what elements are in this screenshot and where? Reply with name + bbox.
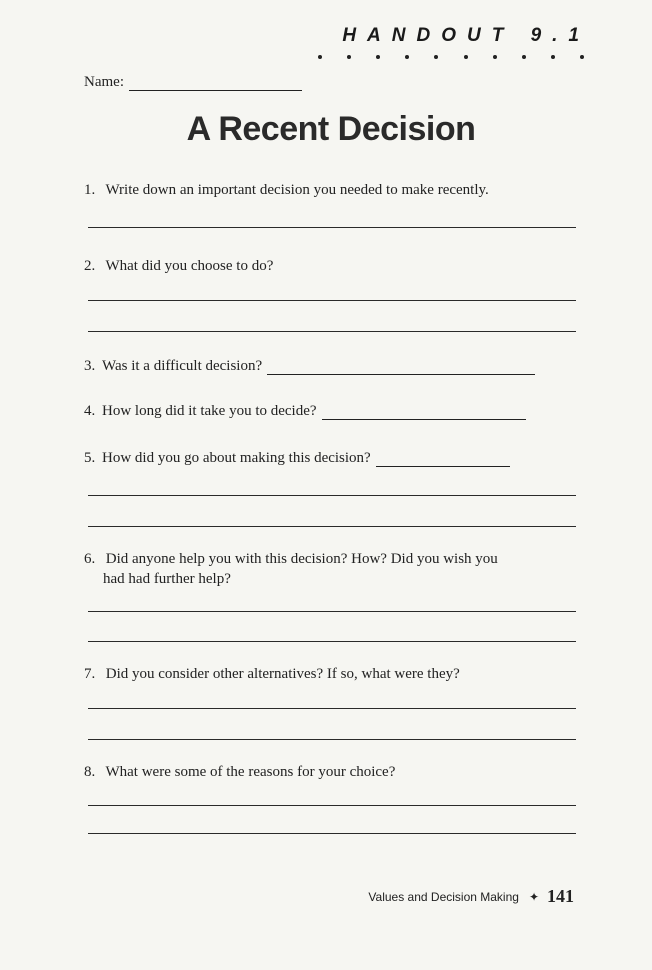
- answer-line[interactable]: [88, 833, 576, 834]
- question-text: Did anyone help you with this decision? How? Did you wish you: [105, 551, 498, 567]
- question-8: [84, 762, 395, 782]
- footer-label: Values and Decision Making: [368, 889, 519, 904]
- question-7: [84, 664, 460, 684]
- answer-line[interactable]: [322, 407, 526, 420]
- question-3: [84, 358, 535, 375]
- question-1: [84, 180, 489, 200]
- handout-label: HANDOUT 9.1: [342, 25, 590, 46]
- answer-line[interactable]: [88, 331, 576, 332]
- answer-line[interactable]: [88, 611, 576, 612]
- name-label: Name:: [84, 74, 124, 90]
- question-text: How long did it take you to decide?: [102, 403, 317, 419]
- question-4: [84, 403, 526, 420]
- answer-line[interactable]: [88, 641, 576, 642]
- question-text: What did you choose to do?: [105, 258, 274, 274]
- page-footer: [368, 886, 574, 907]
- question-text-continued: had had further help?: [103, 571, 231, 587]
- question-number: 4.: [84, 403, 96, 419]
- question-number: 3.: [84, 358, 96, 374]
- name-row: [84, 74, 302, 91]
- answer-line[interactable]: [88, 739, 576, 740]
- question-2: [84, 256, 273, 276]
- answer-line[interactable]: [88, 495, 576, 496]
- question-number: 8.: [84, 764, 96, 780]
- question-number: 2.: [84, 258, 96, 274]
- diamond-icon: ✦: [528, 889, 539, 904]
- header-dots: [318, 50, 584, 64]
- question-number: 7.: [84, 666, 96, 682]
- question-5: [84, 450, 510, 467]
- question-number: 1.: [84, 182, 96, 198]
- question-text: What were some of the reasons for your choice?: [105, 764, 396, 780]
- answer-line[interactable]: [88, 805, 576, 806]
- answer-line[interactable]: [88, 708, 576, 709]
- answer-line[interactable]: [88, 526, 576, 527]
- page-number: 141: [547, 886, 574, 906]
- name-field[interactable]: [129, 76, 302, 91]
- question-text: How did you go about making this decision?: [102, 450, 371, 466]
- answer-line[interactable]: [88, 300, 576, 301]
- question-text: Write down an important decision you needed to make recently.: [105, 182, 489, 198]
- page-title: A Recent Decision: [186, 110, 476, 148]
- answer-line[interactable]: [88, 227, 576, 228]
- question-text: Was it a difficult decision?: [102, 358, 263, 374]
- question-number: 5.: [84, 450, 96, 466]
- question-6: [84, 549, 580, 589]
- question-text: Did you consider other alternatives? If so, what were they?: [105, 666, 460, 682]
- question-number: 6.: [84, 551, 96, 567]
- answer-line[interactable]: [376, 454, 510, 467]
- answer-line[interactable]: [267, 362, 535, 375]
